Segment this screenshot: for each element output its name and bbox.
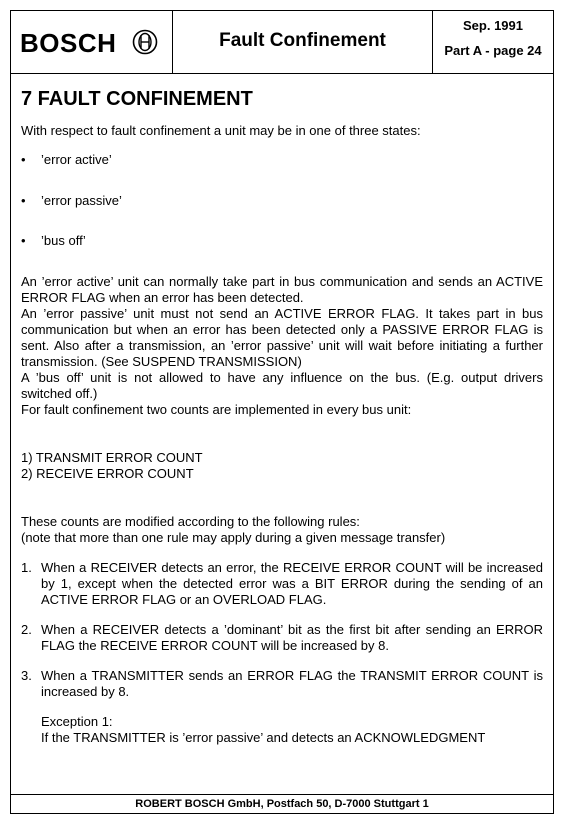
title-cell [173, 11, 433, 73]
page-number: Part A - page 24 [444, 43, 542, 58]
list-item [21, 233, 543, 249]
document-title: Fault Confinement [219, 30, 386, 51]
rules-intro: These counts are modified according to the following rules: [21, 514, 360, 529]
meta-cell [433, 11, 553, 73]
list-item [21, 193, 543, 209]
rule-number: 2. [21, 622, 32, 637]
rule-item [21, 560, 543, 608]
count-item: 1) TRANSMIT ERROR COUNT [21, 450, 203, 465]
bullet-icon: • [21, 233, 26, 248]
page-frame [10, 10, 554, 814]
rules-note: (note that more than one rule may apply during a given message transfer) [21, 530, 446, 545]
paragraph: An ’error active’ unit can normally take part in bus communication and sends an ACTIVE ERROR FLAG when an error has been detected. [21, 274, 543, 305]
page-footer: ROBERT BOSCH GmbH, Postfach 50, D-7000 Stuttgart 1 [11, 794, 553, 813]
paragraph: For fault confinement two counts are implemented in every bus unit: [21, 402, 412, 417]
state-label: ’bus off’ [41, 233, 86, 248]
exception-text: If the TRANSMITTER is ’error passive’ and detects an ACKNOWLEDGMENT [41, 730, 486, 745]
rule-text: When a RECEIVER detects a ’dominant’ bit as the first bit after sending an ERROR FLAG the RECEIVE ERROR COUNT will be increased by 8. [41, 622, 543, 653]
header [11, 11, 553, 74]
bullet-icon: • [21, 152, 26, 167]
intro-paragraph: With respect to fault confinement a unit may be in one of three states: [21, 123, 421, 138]
rule-number: 3. [21, 668, 32, 683]
brand-name: BOSCH [20, 28, 117, 58]
bullet-icon: • [21, 193, 26, 208]
exception-title: Exception 1: [41, 714, 113, 729]
rule-item [21, 668, 543, 700]
rule-text: When a TRANSMITTER sends an ERROR FLAG the TRANSMIT ERROR COUNT is increased by 8. [41, 668, 543, 699]
rule-item [21, 622, 543, 654]
rule-number: 1. [21, 560, 32, 575]
paragraph: A ’bus off’ unit is not allowed to have any influence on the bus. (E.g. output drivers switched off.) [21, 370, 543, 401]
brand-cell [11, 11, 173, 73]
section-heading: 7 FAULT CONFINEMENT [21, 88, 253, 110]
main-content [21, 77, 543, 746]
paragraph: An ’error passive’ unit must not send an ACTIVE ERROR FLAG. It takes part in bus communication but when an error has been detected only a PASSIVE ERROR FLAG is sent. Also after a transmission, an ’error passive’ unit will wait before initiating a further transmission. (See SUSPEND TRANSMISSION) [21, 306, 543, 369]
bosch-armature-logo-icon [132, 29, 158, 55]
count-item: 2) RECEIVE ERROR COUNT [21, 466, 194, 481]
list-item [21, 152, 543, 168]
document-date: Sep. 1991 [463, 18, 523, 33]
state-label: ’error active’ [41, 152, 112, 167]
rule-text: When a RECEIVER detects an error, the RECEIVE ERROR COUNT will be increased by 1, except when the detected error was a BIT ERROR during the sending of an ACTIVE ERROR FLAG or an OVERLOAD FLAG. [41, 560, 543, 607]
state-label: ’error passive’ [41, 193, 122, 208]
